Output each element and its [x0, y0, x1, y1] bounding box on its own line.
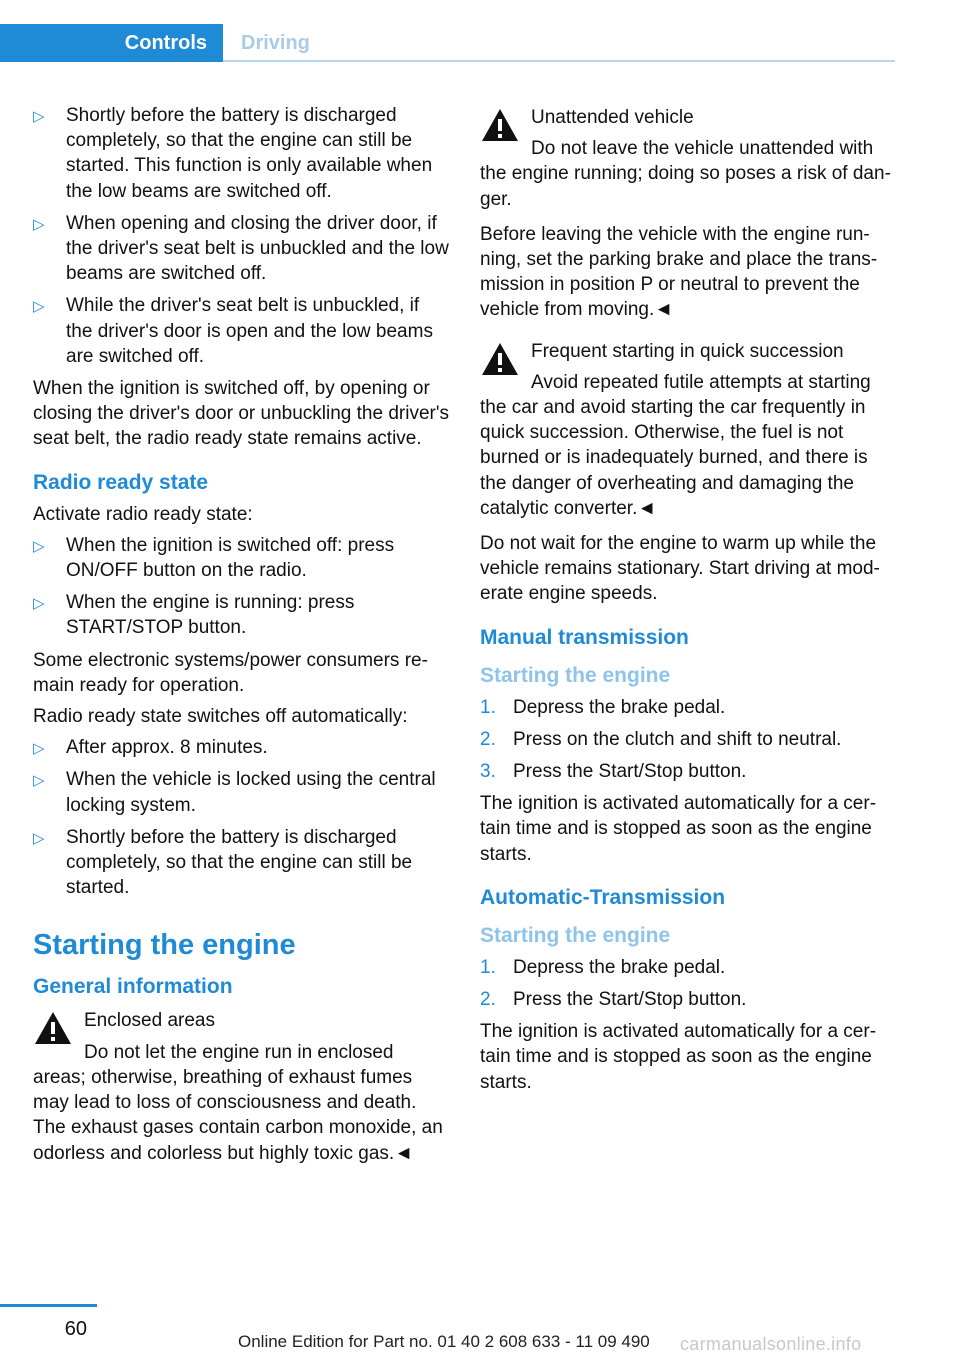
heading-radio-ready-state: Radio ready state [33, 470, 209, 494]
paragraph-some-systems: Some electronic systems/power consumers remain ready for operation. [33, 649, 428, 696]
warning-triangle-icon [480, 341, 520, 377]
list-item: 2. Press the Start/Stop button. [480, 989, 747, 1011]
tab-controls[interactable]: Controls [0, 24, 223, 62]
triangle-bullet-icon: ▷ [33, 298, 45, 316]
list-switch-off-conditions [33, 735, 449, 900]
paragraph-do-not-wait: Do not wait for the engine to warm up while the vehicle remains stationary. Start driving at moderate engine speeds. [480, 533, 880, 605]
header-divider [223, 60, 895, 62]
paragraph-ignition-manual: The ignition is activated automatically for a certain time and is stopped as soon as the engine starts. [480, 793, 877, 865]
triangle-bullet-icon: ▷ [33, 595, 45, 613]
page-number: 60 [64, 1318, 87, 1340]
warning-triangle-icon [480, 107, 520, 143]
paragraph-before-leaving: Before leaving the vehicle with the engine running, set the parking brake and place the transmission in position P or neutral to prevent the vehicle from moving.◄ [480, 223, 878, 321]
warning-enclosed-areas [33, 1006, 449, 1165]
online-edition-note: Online Edition for Part no. 01 40 2 608 633 - 11 09 490 [238, 1332, 650, 1351]
list-item: 2. Press on the clutch and shift to neutral. [480, 728, 842, 750]
list-activate-radio [33, 533, 449, 641]
list-item: ▷ Shortly before the battery is discharged completely, so that the engine can still be started. This function is only available when the low beams are switched off. [33, 105, 433, 202]
list-item: ▷ When the engine is running: press START/STOP button. [33, 592, 355, 639]
list-item: ▷ After approx. 8 minutes. [33, 735, 449, 760]
left-column [33, 103, 449, 1176]
list-item: 1. Depress the brake pedal. [480, 956, 726, 978]
warning-text: Avoid repeated futile attempts at starting the car and avoid starting the car frequently in quick succession. Otherwise, the fuel is not burned or is inadequately burned, and there is the danger of overheating and damaging the catalytic converter.◄ [480, 371, 871, 519]
warning-text: Do not let the engine run in enclosed areas; otherwise, breathing of exhaust fumes may lead to loss of consciousness and death. The exhaust gases contain carbon monoxide, an odorless and colorless but highly toxic gas.◄ [33, 1041, 443, 1164]
steps-manual [480, 695, 896, 785]
steps-automatic [480, 955, 896, 1012]
triangle-bullet-icon: ▷ [33, 829, 45, 847]
paragraph-ignition-auto: The ignition is activated automatically for a certain time and is stopped as soon as the engine starts. [480, 1021, 877, 1093]
triangle-bullet-icon: ▷ [33, 215, 45, 233]
heading-general-information: General information [33, 975, 233, 999]
warning-frequent-starting [480, 337, 896, 521]
page-header [0, 24, 895, 62]
list-item: ▷ Shortly before the battery is discharged completely, so that the engine can still be started. [33, 826, 413, 899]
list-item: 3. Press the Start/Stop button. [480, 761, 747, 783]
triangle-bullet-icon: ▷ [33, 537, 45, 555]
warning-triangle-icon [33, 1010, 73, 1046]
list-item: 1. Depress the brake pedal. [480, 696, 726, 718]
triangle-bullet-icon: ▷ [33, 772, 45, 790]
warning-text: Do not leave the vehicle unattended with the engine running; doing so poses a risk of danger. [480, 138, 891, 210]
triangle-bullet-icon: ▷ [33, 740, 45, 758]
heading-starting-the-engine: Starting the engine [33, 929, 296, 962]
heading-starting-engine-manual: Starting the engine [480, 663, 671, 687]
tab-driving[interactable]: Driving [241, 32, 310, 54]
heading-manual-transmission: Manual transmission [480, 625, 689, 649]
watermark: carmanualsonline.info [680, 1334, 862, 1354]
list-low-beam-conditions [33, 103, 449, 369]
paragraph-ignition-off: When the ignition is switched off, by opening or closing the driver's door or unbuckling the driver's seat belt, the radio ready state remains active. [33, 378, 449, 450]
heading-starting-engine-auto: Starting the engine [480, 923, 671, 947]
paragraph-switches-off: Radio ready state switches off automatically: [33, 706, 408, 728]
paragraph-activate: Activate radio ready state: [33, 503, 253, 525]
list-item: ▷ When opening and closing the driver door, if the driver's seat belt is unbuckled and the low beams are switched off. [33, 212, 449, 285]
heading-automatic-transmission: Automatic-Transmission [480, 885, 726, 909]
list-item: ▷ When the ignition is switched off: press ON/OFF button on the radio. [33, 534, 395, 582]
warning-title: Enclosed areas [84, 1010, 215, 1032]
right-column [480, 103, 896, 1101]
footer-divider [0, 1304, 97, 1307]
list-item: ▷ While the driver's seat belt is unbuckled, if the driver's door is open and the low beams are switched off. [33, 295, 433, 367]
warning-unattended-vehicle [480, 103, 896, 212]
warning-title: Frequent starting in quick succession [531, 340, 844, 362]
triangle-bullet-icon: ▷ [33, 108, 45, 125]
warning-title: Unattended vehicle [531, 107, 694, 128]
list-item: ▷ When the vehicle is locked using the central locking system. [33, 769, 436, 816]
